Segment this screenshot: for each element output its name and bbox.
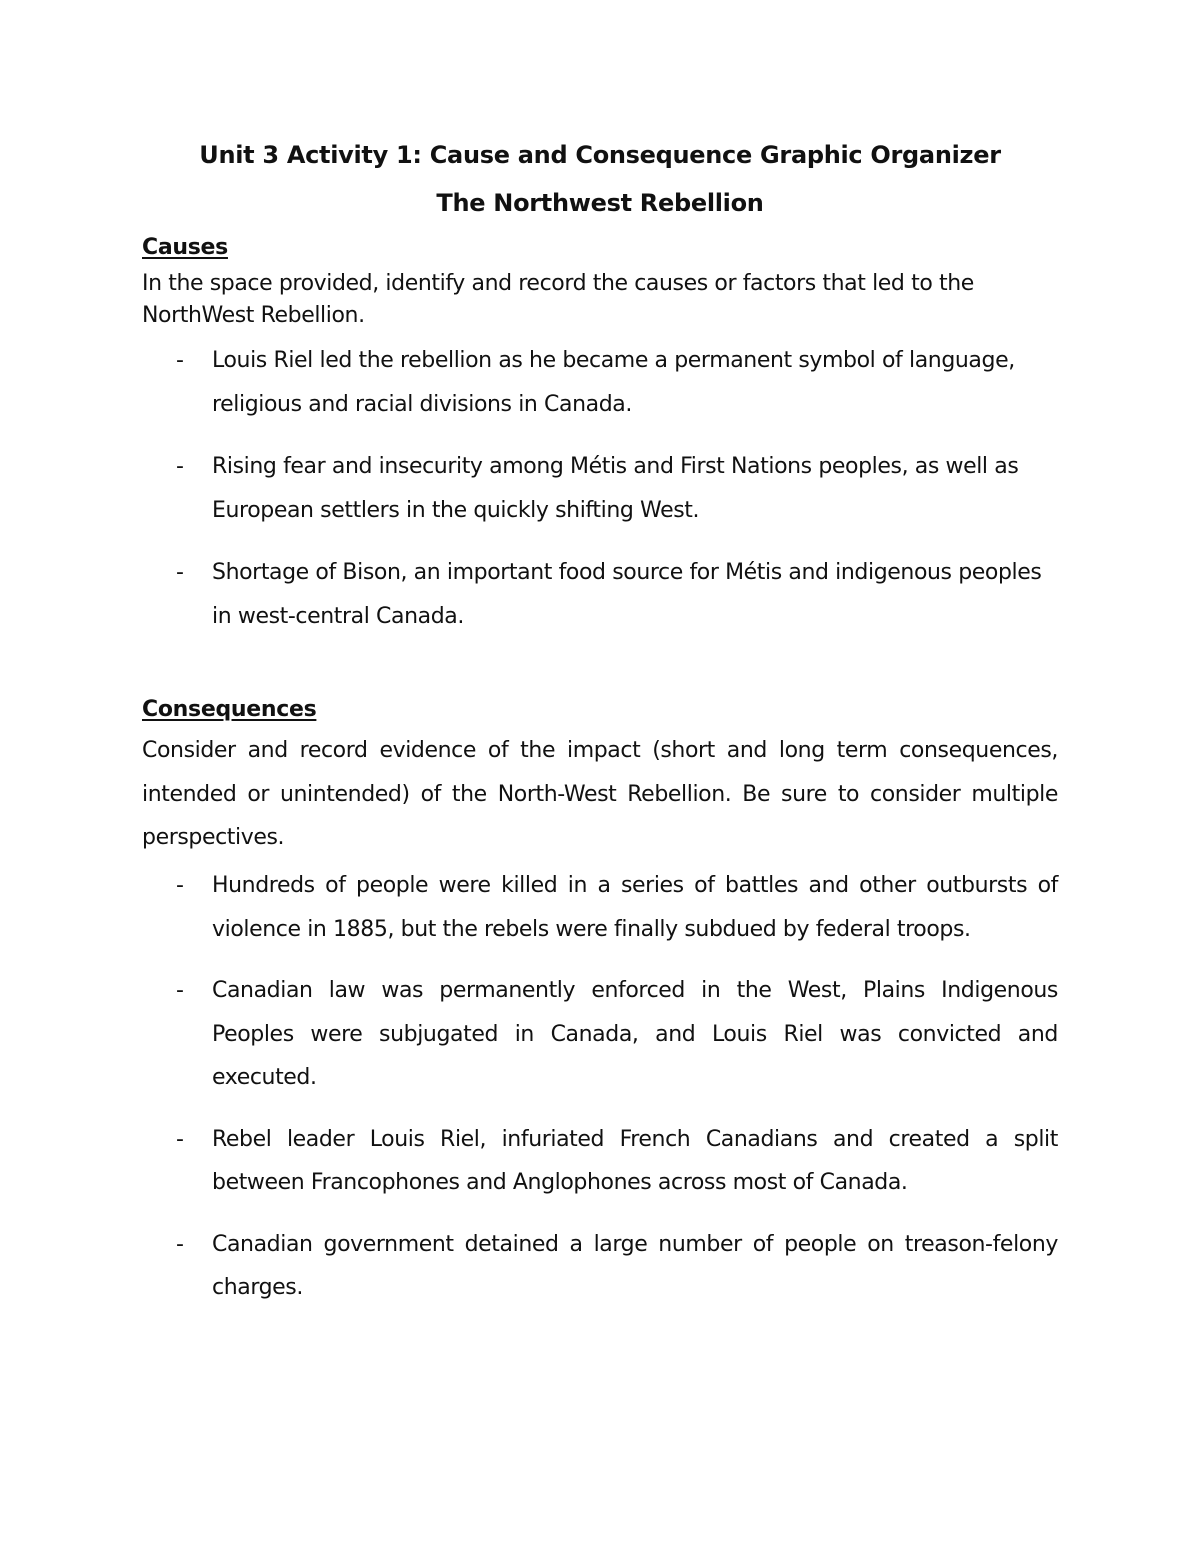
cause-text: Louis Riel led the rebellion as he became a permanent symbol of language, religious and racial divisions in Canada. bbox=[212, 348, 1015, 417]
bullet-dash: - bbox=[176, 1231, 184, 1257]
causes-heading: Causes bbox=[142, 235, 228, 260]
bullet-dash: - bbox=[176, 873, 184, 898]
consequence-text: Canadian law was permanently enforced in the West, Plains Indigenous Peoples were subjugated in Canada, and Louis Riel was convicted and executed. bbox=[212, 978, 1058, 1090]
consequence-text: Rebel leader Louis Riel, infuriated French Canadians and created a split between Francophones and Anglophones across most of Canada. bbox=[212, 1126, 1058, 1195]
list-item bbox=[142, 551, 1058, 638]
list-item bbox=[142, 969, 1058, 1100]
document-subtitle: The Northwest Rebellion bbox=[436, 189, 764, 217]
list-item bbox=[142, 864, 1058, 951]
causes-list bbox=[142, 339, 1058, 657]
bullet-dash: - bbox=[176, 1126, 184, 1152]
list-item bbox=[142, 339, 1058, 426]
cause-text: Rising fear and insecurity among Métis and First Nations peoples, as well as European settlers in the quickly shifting West. bbox=[212, 454, 1019, 523]
bullet-dash: - bbox=[176, 348, 184, 373]
list-item bbox=[142, 1118, 1058, 1205]
consequences-list bbox=[142, 864, 1058, 1328]
bullet-dash: - bbox=[176, 454, 184, 479]
consequence-text: Hundreds of people were killed in a series of battles and other outbursts of violence in 1885, but the rebels were finally subdued by federal troops. bbox=[212, 873, 1058, 942]
list-item bbox=[142, 445, 1058, 532]
consequences-instructions: Consider and record evidence of the impact (short and long term consequences, intended or unintended) of the North-West Rebellion. Be sure to consider multiple perspectives. bbox=[142, 738, 1058, 850]
cause-text: Shortage of Bison, an important food source for Métis and indigenous peoples in west-central Canada. bbox=[212, 560, 1042, 629]
causes-instructions: In the space provided, identify and record the causes or factors that led to the NorthWest Rebellion. bbox=[142, 271, 974, 328]
document-title: Unit 3 Activity 1: Cause and Consequence Graphic Organizer bbox=[199, 141, 1001, 169]
consequence-text: Canadian government detained a large number of people on treason-felony charges. bbox=[212, 1231, 1058, 1300]
list-item bbox=[142, 1223, 1058, 1310]
consequences-heading: Consequences bbox=[142, 697, 317, 722]
bullet-dash: - bbox=[176, 978, 184, 1003]
bullet-dash: - bbox=[176, 560, 184, 585]
